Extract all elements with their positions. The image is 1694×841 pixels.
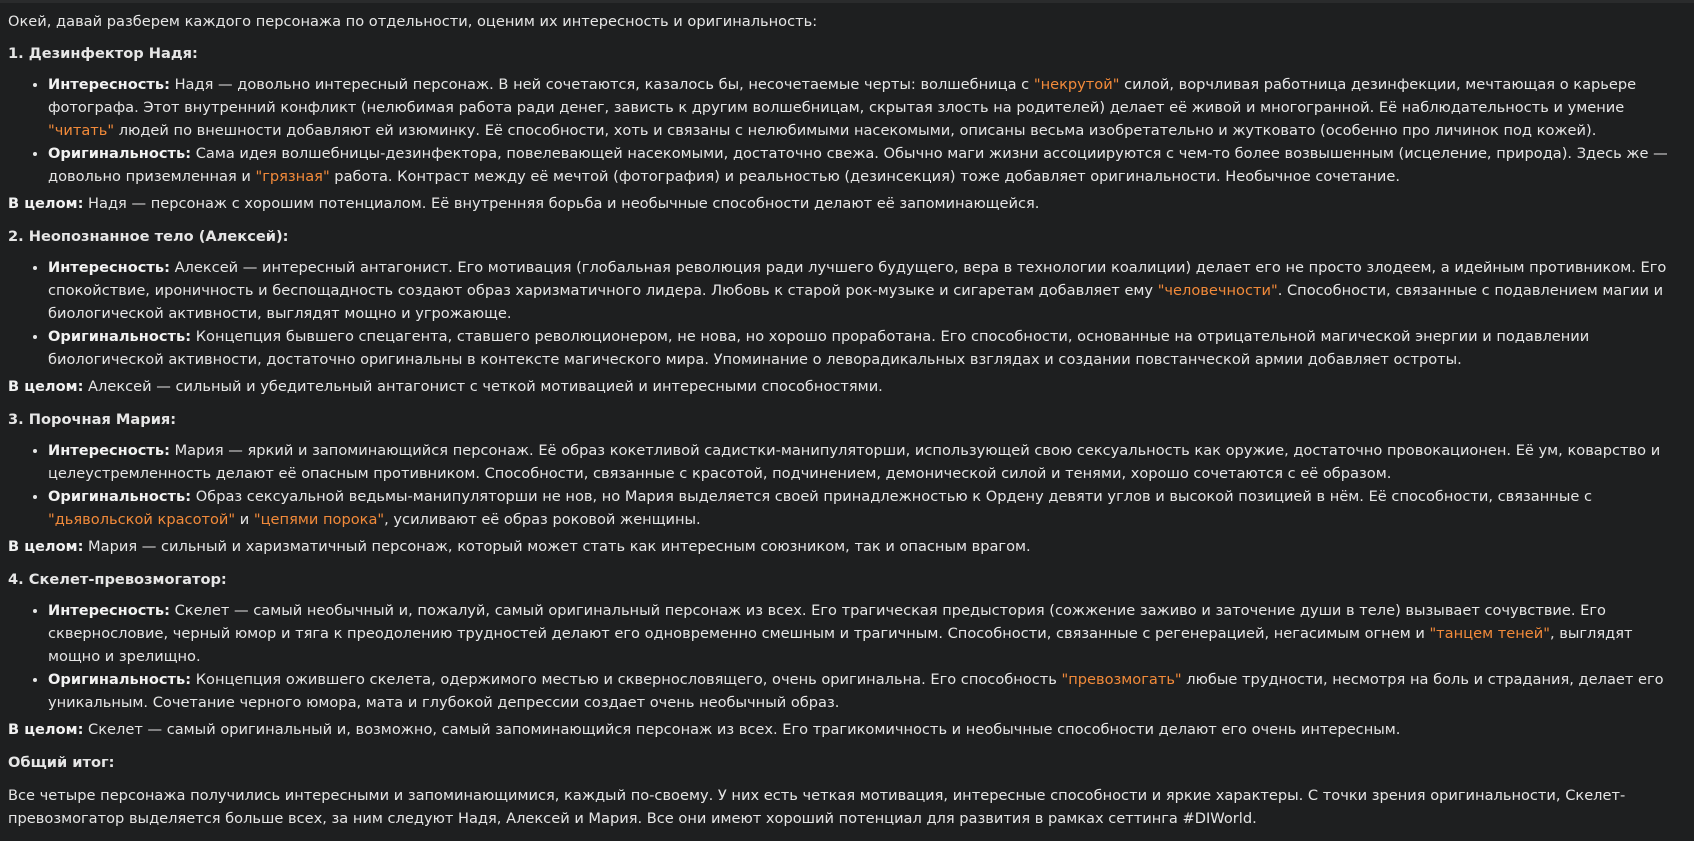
interest-item xyxy=(48,256,1686,325)
originality-item xyxy=(48,142,1686,188)
highlight-text: "некрутой" xyxy=(1033,76,1120,93)
highlight-text: "цепями порока" xyxy=(253,511,385,528)
overall-summary xyxy=(8,375,1686,398)
originality-label: Оригинальность: xyxy=(48,488,192,505)
highlight-text: "превозмогать" xyxy=(1061,671,1182,688)
overall-summary xyxy=(8,535,1686,558)
originality-item xyxy=(48,668,1686,714)
character-list xyxy=(8,439,1686,531)
interest-item xyxy=(48,599,1686,668)
originality-label: Оригинальность: xyxy=(48,671,192,688)
text-segment: Алексей — сильный и убедительный антагонист с четкой мотивацией и интересными способностями. xyxy=(83,378,883,395)
interest-item xyxy=(48,73,1686,142)
text-segment: любые трудности, несмотря на боль и страдания, делает его уникальным. Сочетание черного юмора, мата и глубокой депрессии создает очень необычный образ. xyxy=(48,671,1664,711)
originality-item xyxy=(48,485,1686,531)
interest-item xyxy=(48,439,1686,485)
text-segment: . Способности, связанные с подавлением магии и биологической активности, выглядят мощно и угрожающе. xyxy=(48,282,1664,322)
highlight-text: "танцем теней" xyxy=(1429,625,1550,642)
text-segment: работа. Контраст между её мечтой (фотография) и реальностью (дезинсекция) тоже добавляет оригинальности. Необычное сочетание. xyxy=(329,168,1400,185)
text-segment: Мария — яркий и запоминающийся персонаж. Её образ кокетливой садистки-манипуляторши, использующей свою сексуальность как оружие, достаточно провокационен. Её ум, коварство и целеустремленность делают её опасным противником. Способности, связанные с красотой, подчинением, демонической силой и тенями, хорошо сочетаются с её образом. xyxy=(48,442,1661,482)
text-segment: Сама идея волшебницы-дезинфектора, повелевающей насекомыми, достаточно свежа. Обычно маги жизни ассоциируются с чем-то более возвышенным (исцеление, природа). Здесь же — довольно приземленная и xyxy=(48,145,1668,185)
text-segment: Образ сексуальной ведьмы-манипуляторши не нов, но Мария выделяется своей принадлежностью к Ордену девяти углов и высокой позицией в нём. Её способности, связанные с xyxy=(191,488,1592,505)
text-segment: Мария — сильный и харизматичный персонаж, который может стать как интересным союзником, так и опасным врагом. xyxy=(83,538,1031,555)
overall-summary xyxy=(8,718,1686,741)
character-heading: 4. Скелет-превозмогатор: xyxy=(8,571,227,588)
character-list xyxy=(8,599,1686,714)
text-segment: людей по внешности добавляют ей изюминку. Её способности, хоть и связаны с нелюбимыми насекомыми, описаны весьма изобретательно и жутковато (особенно про личинок под кожей). xyxy=(114,122,1597,139)
originality-label: Оригинальность: xyxy=(48,328,192,345)
highlight-text: "грязная" xyxy=(255,168,330,185)
text-segment: силой, ворчливая работница дезинфекции, мечтающая о карьере фотографа. Этот внутренний конфликт (нелюбимая работа ради денег, зависть к другим волшебницам, скрытая злость на родителей) делает её живой и многогранной. Её наблюдательность и умение xyxy=(48,76,1637,116)
text-segment: , усиливают её образ роковой женщины. xyxy=(384,511,701,528)
highlight-text: "человечности" xyxy=(1157,282,1278,299)
highlight-text: "дьявольской красотой" xyxy=(48,511,236,528)
final-heading: Общий итог: xyxy=(8,754,115,771)
text-segment: Скелет — самый оригинальный и, возможно, самый запоминающийся персонаж из всех. Его трагикомичность и необычные способности делают его очень интересным. xyxy=(83,721,1401,738)
text-segment: Скелет — самый необычный и, пожалуй, самый оригинальный персонаж из всех. Его трагическая предыстория (сожжение заживо и заточение души в теле) вызывает сочувствие. Его сквернословие, черный юмор и тяга к преодолению трудностей делают его одновременно смешным и трагичным. Способности, связанные с регенерацией, негасимым огнем и xyxy=(48,602,1606,642)
top-edge xyxy=(0,0,1694,3)
text-segment: , выглядят мощно и зрелищно. xyxy=(48,625,1633,665)
interest-label: Интересность: xyxy=(48,259,170,276)
intro-text: Окей, давай разберем каждого персонажа по отдельности, оценим их интересность и оригинальность: xyxy=(8,13,818,30)
overall-label: В целом: xyxy=(8,721,84,738)
text-segment: Надя — персонаж с хорошим потенциалом. Её внутренняя борьба и необычные способности делают её запоминающейся. xyxy=(83,195,1040,212)
text-segment: и xyxy=(235,511,254,528)
interest-label: Интересность: xyxy=(48,76,170,93)
character-heading: 1. Дезинфектор Надя: xyxy=(8,45,198,62)
character-list xyxy=(8,256,1686,371)
originality-label: Оригинальность: xyxy=(48,145,192,162)
final-text: Все четыре персонажа получились интересными и запоминающимися, каждый по-своему. У них есть четкая мотивация, интересные способности и яркие характеры. С точки зрения оригинальности, Скелет-превозмогатор выделяется больше всех, за ним следуют Надя, Алексей и Мария. Все они имеют хороший потенциал для развития в рамках сеттинга #DIWorld. xyxy=(8,787,1626,827)
overall-label: В целом: xyxy=(8,378,84,395)
text-segment: Концепция ожившего скелета, одержимого местью и сквернословящего, очень оригинальна. Его способность xyxy=(191,671,1062,688)
text-segment: Надя — довольно интересный персонаж. В ней сочетаются, казалось бы, несочетаемые черты: волшебница с xyxy=(169,76,1034,93)
interest-label: Интересность: xyxy=(48,602,170,619)
overall-label: В целом: xyxy=(8,195,84,212)
originality-item xyxy=(48,325,1686,371)
overall-label: В целом: xyxy=(8,538,84,555)
text-segment: Алексей — интересный антагонист. Его мотивация (глобальная революция ради лучшего будущего, вера в технологии коалиции) делает его не просто злодеем, а идейным противником. Его спокойствие, ироничность и беспощадность создают образ харизматичного лидера. Любовь к старой рок-музыке и сигаретам добавляет ему xyxy=(48,259,1667,299)
overall-summary xyxy=(8,192,1686,215)
text-segment: Концепция бывшего спецагента, ставшего революционером, не нова, но хорошо проработана. Его способности, основанные на отрицательной магической энергии и подавлении биологической активности, достаточно оригинальны в контексте магического мира. Упоминание о леворадикальных взглядах и создании повстанческой армии добавляет остроты. xyxy=(48,328,1590,368)
character-heading: 2. Неопознанное тело (Алексей): xyxy=(8,228,289,245)
interest-label: Интересность: xyxy=(48,442,170,459)
highlight-text: "читать" xyxy=(48,122,115,139)
character-list xyxy=(8,73,1686,188)
character-heading: 3. Порочная Мария: xyxy=(8,411,177,428)
